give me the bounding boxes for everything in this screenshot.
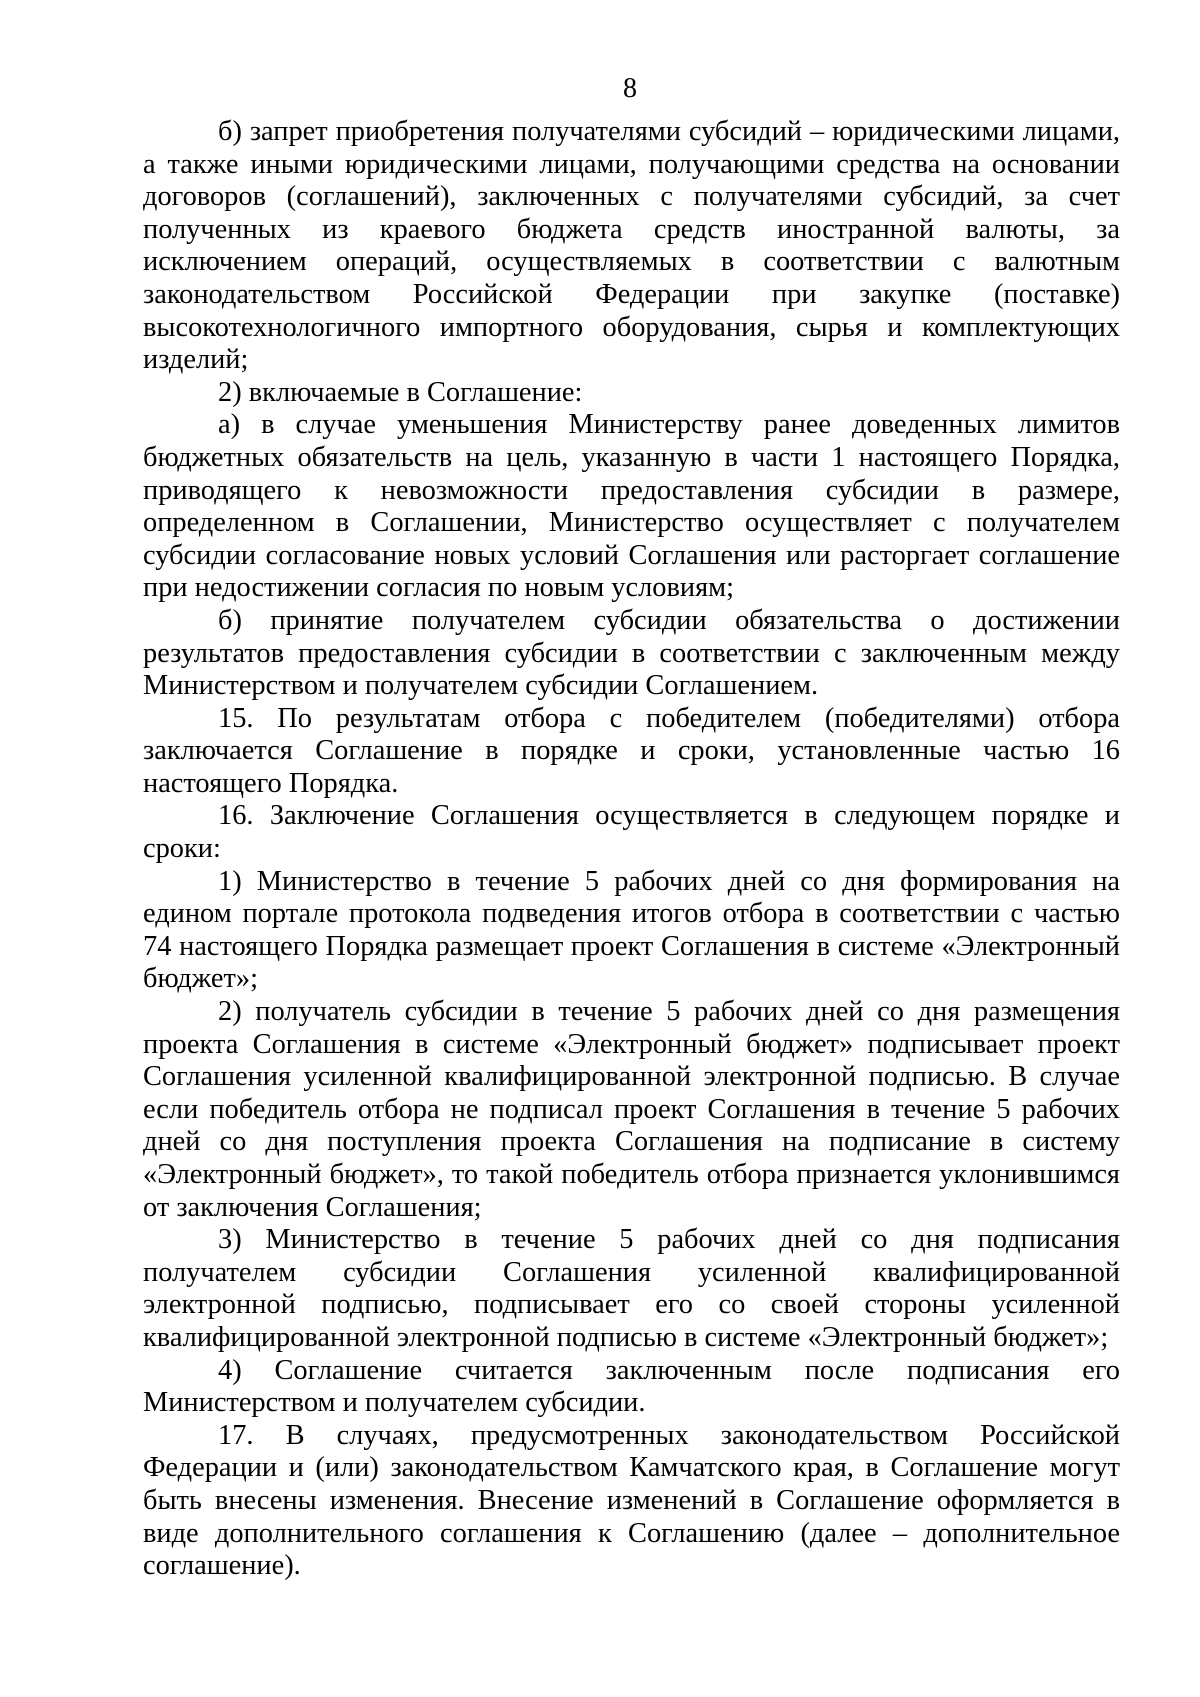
page-number: 8 xyxy=(623,73,637,104)
paragraph-16-4-agreement-concluded: 4) Соглашение считается заключенным после подписания его Министерством и получателем субсидии. xyxy=(143,1354,1120,1419)
paragraph-15-selection-results: 15. По результатам отбора с победителем (победителями) отбора заключается Соглашение в порядке и сроки, установленные частью 16 настоящего Порядка. xyxy=(143,702,1120,799)
paragraph-16-1-ministry-posts-draft: 1) Министерство в течение 5 рабочих дней со дня формирования на едином портале протокола подведения итогов отбора в соответствии с частью 74 настоящего Порядка размещает проект Соглашения в системе «Электронный бюджет»; xyxy=(143,865,1120,995)
paragraph-16-3-ministry-signs: 3) Министерство в течение 5 рабочих дней со дня подписания получателем субсидии Соглашения усиленной квалифицированной электронной подписью, подписывает его со своей стороны усиленной квалифицированной электронной подписью в системе «Электронный бюджет»; xyxy=(143,1224,1120,1353)
document-body xyxy=(143,116,1120,1583)
paragraph-16-2-recipient-signs: 2) получатель субсидии в течение 5 рабочих дней со дня размещения проекта Соглашения в системе «Электронный бюджет» подписывает проект Соглашения усиленной квалифицированной электронной подписью. В случае если победитель отбора не подписал проект Соглашения в течение 5 рабочих дней со дня поступления проекта Соглашения на подписание в систему «Электронный бюджет», то такой победитель отбора признается уклонившимся от заключения Соглашения; xyxy=(143,996,1120,1223)
paragraph-17-amendments: 17. В случаях, предусмотренных законодательством Российской Федерации и (или) законодательством Камчатского края, в Соглашение могут быть внесены изменения. Внесение изменений в Соглашение оформляется в виде дополнительного соглашения к Соглашению (далее – дополнительное соглашение). xyxy=(143,1419,1120,1582)
paragraph-a-limits-reduction: а) в случае уменьшения Министерству ранее доведенных лимитов бюджетных обязательств на цель, указанную в части 1 настоящего Порядка, приводящего к невозможности предоставления субсидии в размере, определенном в Соглашении, Министерство осуществляет с получателем субсидии согласование новых условий Соглашения или расторгает соглашение при недостижении согласия по новым условиям; xyxy=(143,409,1120,604)
paragraph-16-agreement-procedure: 16. Заключение Соглашения осуществляется в следующем порядке и сроки: xyxy=(143,800,1120,865)
paragraph-b-results-obligation: б) принятие получателем субсидии обязательства о достижении результатов предоставления субсидии в соответствии с заключенным между Министерством и получателем субсидии Соглашением. xyxy=(143,604,1120,702)
paragraph-2-included-in-agreement: 2) включаемые в Соглашение: xyxy=(218,376,583,408)
paragraph-b-currency-ban: б) запрет приобретения получателями субсидий – юридическими лицами, а также иными юридическими лицами, получающими средства на основании договоров (соглашений), заключенных с получателями субсидий, за счет полученных из краевого бюджета средств иностранной валюты, за исключением операций, осуществляемых в соответствии с валютным законодательством Российской Федерации при закупке (поставке) высокотехнологичного импортного оборудования, сырья и комплектующих изделий; xyxy=(143,116,1120,376)
